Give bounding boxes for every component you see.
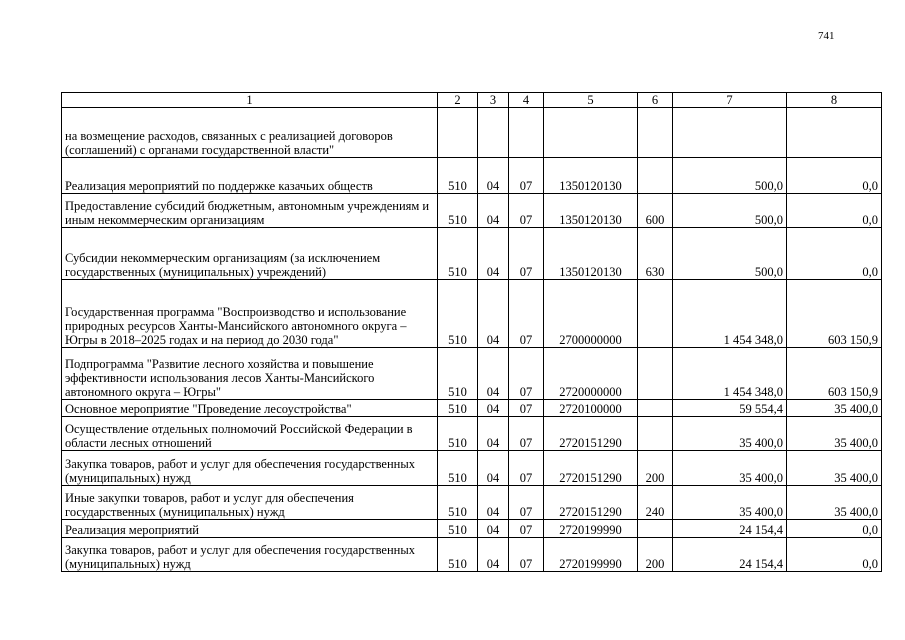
cell-expense-type	[638, 158, 673, 194]
column-header-7: 7	[673, 93, 787, 108]
table-row	[62, 451, 882, 486]
cell-amount-2019: 59 554,4	[673, 400, 787, 417]
cell-budget-code: 510	[438, 348, 478, 400]
cell-section: 04	[478, 194, 509, 228]
cell-name: Субсидии некоммерческим организациям (за исключением государственных (муниципальных) учреждений)	[62, 228, 438, 280]
cell-expense-type	[638, 348, 673, 400]
column-header-5: 5	[544, 93, 638, 108]
cell-budget-code	[438, 108, 478, 158]
cell-amount-2019: 1 454 348,0	[673, 348, 787, 400]
cell-amount-2019: 24 154,4	[673, 538, 787, 572]
column-header-8: 8	[787, 93, 882, 108]
cell-target-article: 2720151290	[544, 451, 638, 486]
cell-expense-type	[638, 417, 673, 451]
cell-budget-code: 510	[438, 417, 478, 451]
cell-name: Основное мероприятие "Проведение лесоустройства"	[62, 400, 438, 417]
cell-budget-code: 510	[438, 280, 478, 348]
cell-target-article: 2720151290	[544, 486, 638, 520]
cell-subsection: 07	[509, 520, 544, 538]
column-header-3: 3	[478, 93, 509, 108]
cell-budget-code: 510	[438, 451, 478, 486]
cell-subsection: 07	[509, 228, 544, 280]
table-row	[62, 538, 882, 572]
cell-section: 04	[478, 400, 509, 417]
cell-section: 04	[478, 538, 509, 572]
cell-name: Подпрограмма "Развитие лесного хозяйства и повышение эффективности использования лесов Ханты-Мансийского автономного округа – Югры"	[62, 348, 438, 400]
column-header-6: 6	[638, 93, 673, 108]
page-number: 741	[818, 30, 835, 42]
cell-amount-2020: 35 400,0	[787, 400, 882, 417]
table-row	[62, 348, 882, 400]
cell-expense-type: 200	[638, 538, 673, 572]
cell-amount-2019: 1 454 348,0	[673, 280, 787, 348]
cell-budget-code: 510	[438, 228, 478, 280]
cell-name: Государственная программа "Воспроизводство и использование природных ресурсов Ханты-Мансийского автономного округа – Югры в 2018–2025 годах и на период до 2030 года"	[62, 280, 438, 348]
cell-budget-code: 510	[438, 400, 478, 417]
cell-section: 04	[478, 158, 509, 194]
cell-budget-code: 510	[438, 538, 478, 572]
cell-amount-2019: 500,0	[673, 194, 787, 228]
cell-amount-2020: 0,0	[787, 538, 882, 572]
budget-table	[61, 92, 882, 572]
cell-expense-type: 200	[638, 451, 673, 486]
cell-section: 04	[478, 451, 509, 486]
column-header-4: 4	[509, 93, 544, 108]
table-row	[62, 400, 882, 417]
table-row	[62, 194, 882, 228]
cell-name: Закупка товаров, работ и услуг для обеспечения государственных (муниципальных) нужд	[62, 538, 438, 572]
cell-target-article: 2720199990	[544, 538, 638, 572]
cell-section	[478, 108, 509, 158]
cell-section: 04	[478, 520, 509, 538]
table-row	[62, 158, 882, 194]
header-row	[62, 93, 882, 108]
cell-name: Закупка товаров, работ и услуг для обеспечения государственных (муниципальных) нужд	[62, 451, 438, 486]
cell-subsection: 07	[509, 400, 544, 417]
cell-amount-2020: 603 150,9	[787, 348, 882, 400]
cell-budget-code: 510	[438, 486, 478, 520]
cell-amount-2019: 500,0	[673, 158, 787, 194]
cell-target-article: 1350120130	[544, 194, 638, 228]
column-header-2: 2	[438, 93, 478, 108]
cell-target-article: 2700000000	[544, 280, 638, 348]
cell-expense-type	[638, 520, 673, 538]
cell-target-article: 2720000000	[544, 348, 638, 400]
cell-target-article: 2720199990	[544, 520, 638, 538]
cell-subsection	[509, 108, 544, 158]
cell-amount-2019: 500,0	[673, 228, 787, 280]
cell-target-article: 2720100000	[544, 400, 638, 417]
cell-section: 04	[478, 486, 509, 520]
cell-subsection: 07	[509, 348, 544, 400]
cell-amount-2019: 35 400,0	[673, 486, 787, 520]
cell-expense-type: 240	[638, 486, 673, 520]
cell-target-article: 2720151290	[544, 417, 638, 451]
cell-amount-2019	[673, 108, 787, 158]
cell-budget-code: 510	[438, 158, 478, 194]
cell-section: 04	[478, 280, 509, 348]
cell-subsection: 07	[509, 280, 544, 348]
cell-subsection: 07	[509, 194, 544, 228]
cell-expense-type: 600	[638, 194, 673, 228]
cell-subsection: 07	[509, 417, 544, 451]
cell-amount-2020: 0,0	[787, 158, 882, 194]
cell-amount-2019: 35 400,0	[673, 451, 787, 486]
cell-expense-type	[638, 280, 673, 348]
table-row	[62, 228, 882, 280]
cell-subsection: 07	[509, 486, 544, 520]
column-header-1: 1	[62, 93, 438, 108]
cell-amount-2020	[787, 108, 882, 158]
cell-name: на возмещение расходов, связанных с реализацией договоров (соглашений) с органами государственной власти"	[62, 108, 438, 158]
cell-name: Осуществление отдельных полномочий Российской Федерации в области лесных отношений	[62, 417, 438, 451]
cell-amount-2020: 0,0	[787, 228, 882, 280]
cell-amount-2020: 35 400,0	[787, 417, 882, 451]
cell-budget-code: 510	[438, 520, 478, 538]
cell-amount-2020: 0,0	[787, 520, 882, 538]
cell-subsection: 07	[509, 451, 544, 486]
cell-amount-2019: 24 154,4	[673, 520, 787, 538]
cell-expense-type	[638, 108, 673, 158]
cell-name: Реализация мероприятий	[62, 520, 438, 538]
cell-amount-2019: 35 400,0	[673, 417, 787, 451]
cell-section: 04	[478, 417, 509, 451]
table-row	[62, 520, 882, 538]
cell-subsection: 07	[509, 538, 544, 572]
table-row	[62, 417, 882, 451]
cell-amount-2020: 35 400,0	[787, 486, 882, 520]
cell-name: Реализация мероприятий по поддержке казачьих обществ	[62, 158, 438, 194]
cell-target-article: 1350120130	[544, 158, 638, 194]
cell-section: 04	[478, 348, 509, 400]
cell-target-article	[544, 108, 638, 158]
cell-section: 04	[478, 228, 509, 280]
cell-amount-2020: 0,0	[787, 194, 882, 228]
table-row	[62, 108, 882, 158]
cell-budget-code: 510	[438, 194, 478, 228]
cell-target-article: 1350120130	[544, 228, 638, 280]
cell-amount-2020: 35 400,0	[787, 451, 882, 486]
cell-expense-type	[638, 400, 673, 417]
table-row	[62, 486, 882, 520]
cell-name: Предоставление субсидий бюджетным, автономным учреждениям и иным некоммерческим организациям	[62, 194, 438, 228]
cell-expense-type: 630	[638, 228, 673, 280]
cell-subsection: 07	[509, 158, 544, 194]
table-row	[62, 280, 882, 348]
cell-name: Иные закупки товаров, работ и услуг для обеспечения государственных (муниципальных) нужд	[62, 486, 438, 520]
cell-amount-2020: 603 150,9	[787, 280, 882, 348]
